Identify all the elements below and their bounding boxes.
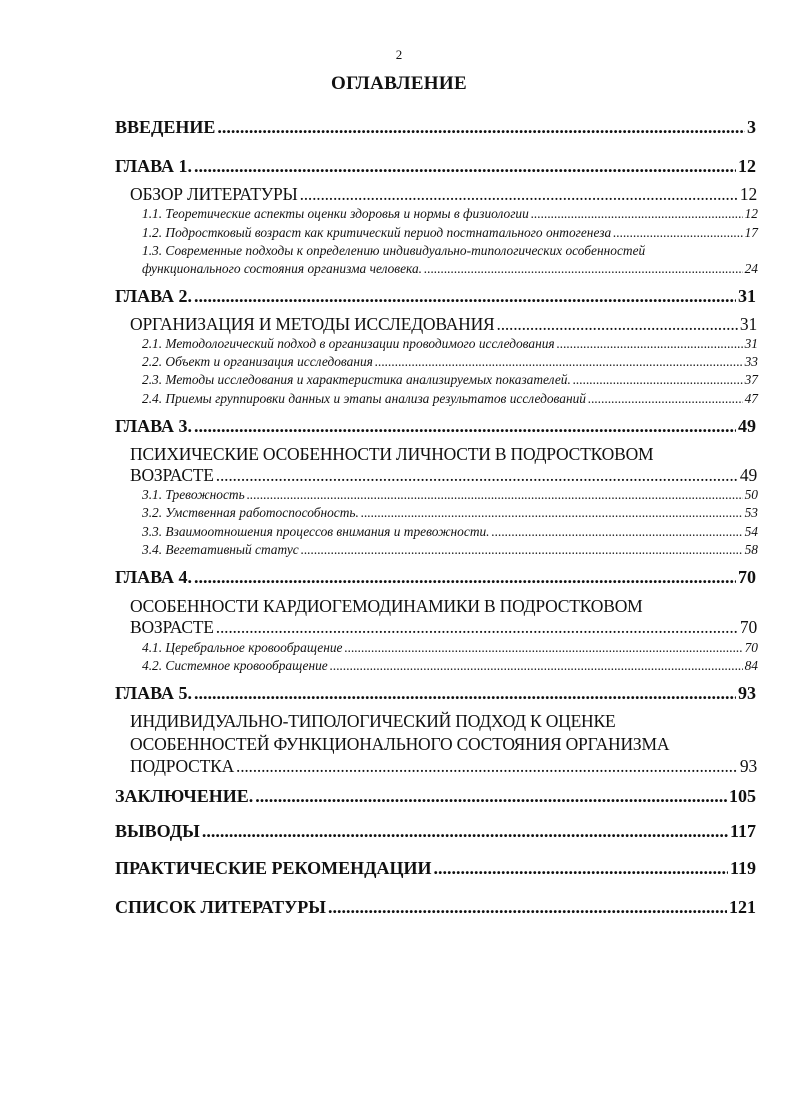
toc-entry-page: 70 bbox=[738, 567, 756, 587]
toc-entry-page: 119 bbox=[729, 858, 756, 878]
toc-entry-page: 50 bbox=[744, 487, 758, 502]
toc-entry-label: ВОЗРАСТЕ bbox=[130, 465, 214, 485]
toc-entry-label: ОБЗОР ЛИТЕРАТУРЫ bbox=[130, 184, 298, 204]
page-title: ОГЛАВЛЕНИЕ bbox=[331, 73, 467, 94]
dot-leader bbox=[194, 683, 736, 704]
toc-entry-page: 3 bbox=[747, 117, 756, 137]
toc-entry-label: 2.3. Методы исследования и характеристика анализируемых показателей. bbox=[142, 372, 571, 387]
toc-entry-section[interactable] bbox=[130, 756, 757, 777]
dot-leader bbox=[345, 640, 743, 656]
dot-leader bbox=[375, 354, 743, 370]
dot-leader bbox=[434, 858, 728, 879]
toc-entry-chapter-1[interactable] bbox=[115, 156, 756, 177]
toc-entry-page: 12 bbox=[739, 184, 757, 204]
toc-entry-section-line1[interactable]: ОСОБЕННОСТИ КАРДИОГЕМОДИНАМИКИ В ПОДРОСТКОВОМ bbox=[130, 596, 643, 616]
dot-leader bbox=[497, 314, 738, 335]
dot-leader bbox=[424, 261, 743, 277]
toc-entry-page: 47 bbox=[744, 391, 758, 406]
dot-leader bbox=[236, 756, 738, 777]
toc-entry-subsection[interactable] bbox=[142, 487, 758, 503]
toc-entry-subsection[interactable] bbox=[142, 505, 758, 521]
toc-entry-label: 4.2. Системное кровообращение bbox=[142, 658, 328, 673]
toc-entry-label: 4.1. Церебральное кровообращение bbox=[142, 640, 343, 655]
dot-leader bbox=[194, 156, 736, 177]
toc-entry-page: 117 bbox=[729, 821, 756, 841]
toc-entry-page: 12 bbox=[738, 156, 756, 176]
toc-entry-label: ГЛАВА 2. bbox=[115, 286, 193, 306]
toc-entry-page: 33 bbox=[744, 354, 758, 369]
toc-entry-page: 54 bbox=[744, 524, 758, 539]
toc-entry-page: 121 bbox=[729, 897, 756, 917]
toc-entry-subsection[interactable] bbox=[142, 524, 758, 540]
toc-entry-chapter-5[interactable] bbox=[115, 683, 756, 704]
dot-leader bbox=[300, 184, 738, 205]
toc-entry-page: 31 bbox=[738, 286, 756, 306]
toc-entry-section-line1[interactable]: ПСИХИЧЕСКИЕ ОСОБЕННОСТИ ЛИЧНОСТИ В ПОДРОСТКОВОМ bbox=[130, 444, 654, 464]
toc-entry-subsection-line1[interactable]: 1.3. Современные подходы к определению индивидуально-типологических особенностей bbox=[142, 243, 646, 258]
toc-entry-page: 84 bbox=[744, 658, 758, 673]
toc-entry-label: ВВЕДЕНИЕ bbox=[115, 117, 216, 137]
dot-leader bbox=[194, 567, 736, 588]
toc-entry-label: 3.1. Тревожность bbox=[142, 487, 245, 502]
dot-leader bbox=[557, 336, 743, 352]
dot-leader bbox=[202, 821, 728, 842]
toc-entry-label: СПИСОК ЛИТЕРАТУРЫ bbox=[115, 897, 326, 917]
toc-entry-page: 49 bbox=[739, 465, 757, 485]
page-number: 2 bbox=[395, 47, 403, 62]
toc-entry-section-line2[interactable]: ОСОБЕННОСТЕЙ ФУНКЦИОНАЛЬНОГО СОСТОЯНИЯ ОРГАНИЗМА bbox=[130, 734, 670, 754]
toc-entry-label: ВЫВОДЫ bbox=[115, 821, 200, 841]
dot-leader bbox=[588, 391, 743, 407]
toc-entry-subsection[interactable] bbox=[142, 658, 758, 674]
toc-entry-page: 17 bbox=[744, 225, 758, 240]
toc-entry-chapter-4[interactable] bbox=[115, 567, 756, 588]
toc-entry-section[interactable] bbox=[130, 465, 757, 486]
toc-entry-page: 105 bbox=[729, 786, 756, 806]
toc-entry-chapter-3[interactable] bbox=[115, 416, 756, 437]
dot-leader bbox=[217, 117, 745, 138]
toc-entry-intro[interactable] bbox=[115, 117, 756, 138]
toc-entry-section[interactable] bbox=[130, 617, 757, 638]
toc-entry-label: 1.2. Подростковый возраст как критический период постнатального онтогенеза bbox=[142, 225, 612, 240]
dot-leader bbox=[531, 206, 743, 222]
dot-leader bbox=[328, 897, 727, 918]
toc-entry-subsection[interactable] bbox=[142, 372, 758, 388]
toc-entry-label: 3.4. Вегетативный статус bbox=[142, 542, 299, 557]
toc-entry-page: 31 bbox=[744, 336, 758, 351]
dot-leader bbox=[216, 465, 738, 486]
toc-entry-section[interactable] bbox=[130, 314, 757, 335]
dot-leader bbox=[247, 487, 743, 503]
toc-entry-page: 93 bbox=[739, 756, 757, 776]
toc-entry-label: 3.3. Взаимоотношения процессов внимания и тревожности. bbox=[142, 524, 490, 539]
toc-entry-page: 49 bbox=[738, 416, 756, 436]
toc-entry-label: ГЛАВА 1. bbox=[115, 156, 193, 176]
dot-leader bbox=[194, 286, 736, 307]
toc-entry-label: ОРГАНИЗАЦИЯ И МЕТОДЫ ИССЛЕДОВАНИЯ bbox=[130, 314, 495, 334]
toc-entry-page: 24 bbox=[744, 261, 758, 276]
dot-leader bbox=[613, 225, 742, 241]
toc-entry-subsection[interactable] bbox=[142, 206, 758, 222]
toc-entry-label: ГЛАВА 3. bbox=[115, 416, 193, 436]
dot-leader bbox=[301, 542, 743, 558]
toc-entry-subsection[interactable] bbox=[142, 354, 758, 370]
toc-entry-findings[interactable] bbox=[115, 821, 756, 842]
dot-leader bbox=[492, 524, 743, 540]
toc-entry-page: 53 bbox=[744, 505, 758, 520]
dot-leader bbox=[361, 505, 743, 521]
toc-entry-label: функционального состояния организма человека. bbox=[142, 261, 422, 276]
toc-entry-page: 31 bbox=[739, 314, 757, 334]
toc-entry-label: 2.1. Методологический подход в организации проводимого исследования bbox=[142, 336, 555, 351]
toc-entry-label: ПОДРОСТКА bbox=[130, 756, 235, 776]
toc-entry-page: 58 bbox=[744, 542, 758, 557]
toc-entry-page: 12 bbox=[744, 206, 758, 221]
toc-entry-subsection[interactable] bbox=[142, 336, 758, 352]
toc-entry-recommendations[interactable] bbox=[115, 858, 756, 879]
toc-entry-label: ВОЗРАСТЕ bbox=[130, 617, 214, 637]
toc-entry-label: ПРАКТИЧЕСКИЕ РЕКОМЕНДАЦИИ bbox=[115, 858, 432, 878]
toc-entry-section[interactable] bbox=[130, 184, 757, 205]
toc-entry-page: 93 bbox=[738, 683, 756, 703]
dot-leader bbox=[330, 658, 743, 674]
toc-entry-references[interactable] bbox=[115, 897, 756, 918]
toc-entry-label: 2.2. Объект и организация исследования bbox=[142, 354, 373, 369]
dot-leader bbox=[216, 617, 738, 638]
toc-entry-label: 1.1. Теоретические аспекты оценки здоровья и нормы в физиологии bbox=[142, 206, 529, 221]
toc-entry-subsection[interactable] bbox=[142, 391, 758, 407]
toc-entry-chapter-2[interactable] bbox=[115, 286, 756, 307]
toc-entry-subsection[interactable] bbox=[142, 542, 758, 558]
dot-leader bbox=[255, 786, 727, 807]
toc-entry-label: 2.4. Приемы группировки данных и этапы анализа результатов исследований bbox=[142, 391, 586, 406]
toc-entry-label: 3.2. Умственная работоспособность. bbox=[142, 505, 359, 520]
toc-entry-section-line1[interactable]: ИНДИВИДУАЛЬНО-ТИПОЛОГИЧЕСКИЙ ПОДХОД К ОЦЕНКЕ bbox=[130, 711, 616, 731]
dot-leader bbox=[573, 372, 743, 388]
toc-entry-conclusion[interactable] bbox=[115, 786, 756, 807]
toc-entry-label: ЗАКЛЮЧЕНИЕ. bbox=[115, 786, 254, 806]
toc-entry-subsection[interactable] bbox=[142, 225, 758, 241]
dot-leader bbox=[194, 416, 736, 437]
toc-entry-page: 37 bbox=[744, 372, 758, 387]
toc-entry-subsection[interactable] bbox=[142, 640, 758, 656]
toc-entry-subsection[interactable] bbox=[142, 261, 758, 277]
toc-entry-label: ГЛАВА 5. bbox=[115, 683, 193, 703]
toc-entry-page: 70 bbox=[739, 617, 757, 637]
toc-entry-label: ГЛАВА 4. bbox=[115, 567, 193, 587]
toc-entry-page: 70 bbox=[744, 640, 758, 655]
